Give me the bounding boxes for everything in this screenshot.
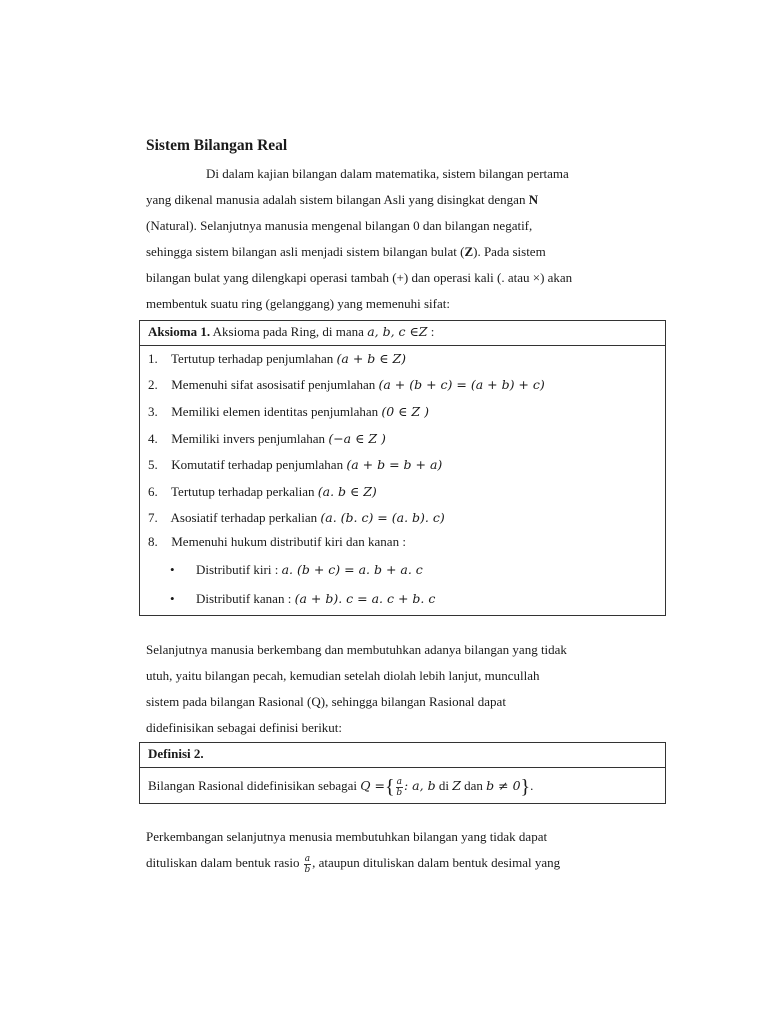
definition-box — [139, 742, 666, 804]
list-item: 5. Komutatif terhadap penjumlahan (a + b = b + a) — [148, 457, 443, 472]
axiom-box — [139, 320, 666, 616]
fraction: $\frac{a}{b}$ — [396, 776, 403, 798]
middle-paragraph: Selanjutnya manusia berkembang dan membutuhkan adanya bilangan yang tidak utuh, yaitu bilangan pecah, kemudian setelah diolah lebih lanjut, muncullah sistem pada bilangan Rasional (Q), sehingga bilangan Rasional dapat didefinisikan sebagai definisi berikut: — [146, 642, 567, 735]
list-item: 3. Memiliki elemen identitas penjumlahan (0 ∈ Z ) — [148, 404, 429, 419]
closing-paragraph: Perkembangan selanjutnya menusia membutuhkan bilangan yang tidak dapat dituliskan dalam bentuk rasio $\frac{a}{b}$ , ataupun dituliskan dalam bentuk desimal yang — [146, 829, 561, 875]
fraction: $\frac{a}{b}$ — [304, 853, 311, 875]
section-title: Sistem Bilangan Real — [146, 137, 288, 154]
sub-list-item: • Distributif kiri : a. (b + c) = a. b + a. c — [170, 562, 423, 577]
list-item: 1. Tertutup terhadap penjumlahan (a + b ∈ Z) — [148, 351, 407, 366]
definition-body: Bilangan Rasional didefinisikan sebagai Q ={ $\frac{a}{b}$ : a, b di Z dan b ≠ 0}. — [148, 776, 534, 799]
list-item: 2. Memenuhi sifat asosisatif penjumlahan (a + (b + c) = (a + b) + c) — [148, 377, 545, 392]
list-item: 7. Asosiatif terhadap perkalian (a. (b. c) = (a. b). c) — [148, 510, 445, 525]
intro-paragraph: Di dalam kajian bilangan dalam matematika, sistem bilangan pertama yang dikenal manusia adalah sistem bilangan Asli yang disingkat dengan N (Natural). Selanjutnya manusia mengenal bilangan 0 dan bilangan negatif, sehingga sistem bilangan asli menjadi sistem bilangan bulat (Z). Pada sistem bilangan bulat yang dilengkapi operasi tambah (+) dan operasi kali (. atau ×) akan membentuk suatu ring (gelanggang) yang memenuhi sifat: — [146, 166, 573, 311]
list-item: 6. Tertutup terhadap perkalian (a. b ∈ Z) — [148, 484, 377, 499]
axiom-box-header: Aksioma 1. Aksioma pada Ring, di mana a, b, c ∈Z : — [140, 321, 665, 346]
list-item: 4. Memiliki invers penjumlahan (−a ∈ Z ) — [148, 431, 386, 446]
list-item: 8. Memenuhi hukum distributif kiri dan kanan : — [148, 534, 406, 549]
axiom-list — [140, 346, 665, 612]
definition-box-header: Definisi 2. — [140, 743, 665, 768]
sub-list-item: • Distributif kanan : (a + b). c = a. c + b. c — [170, 591, 436, 606]
